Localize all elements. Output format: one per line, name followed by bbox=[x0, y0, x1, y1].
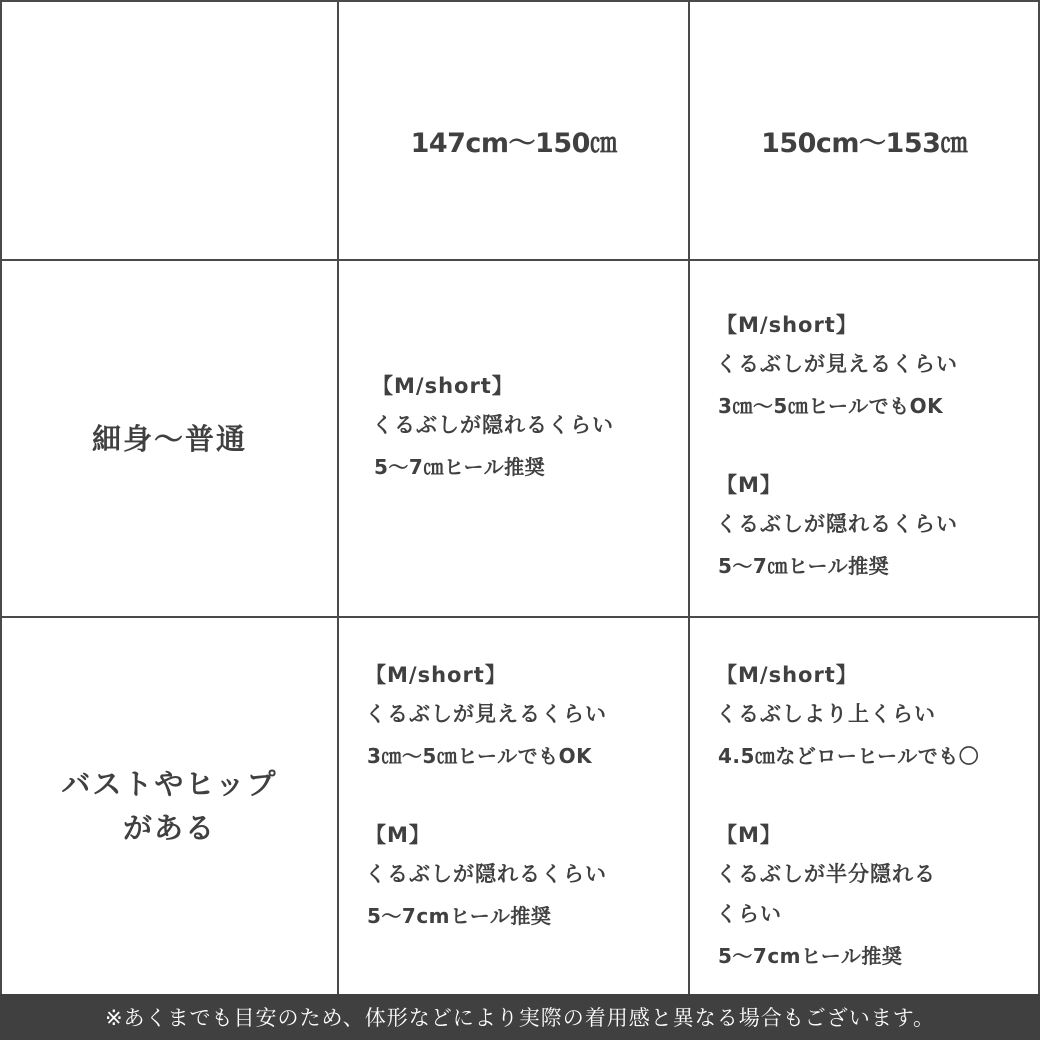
length-description: くるぶしが隠れるくらい bbox=[365, 862, 607, 886]
heel-recommendation: 5〜7cmヒール推奨 bbox=[367, 904, 552, 928]
header-height-147-150 bbox=[339, 2, 688, 259]
heel-recommendation: 5〜7㎝ヒール推奨 bbox=[718, 554, 890, 578]
model-size-label: 【M/short】 bbox=[372, 374, 514, 398]
heel-recommendation: 3㎝〜5㎝ヒールでもOK bbox=[718, 394, 944, 418]
model-size-label: 【M】 bbox=[716, 823, 782, 847]
length-description: くらい bbox=[716, 902, 782, 926]
heel-recommendation: 4.5㎝などローヒールでも〇 bbox=[718, 744, 980, 768]
model-size-label: 【M/short】 bbox=[716, 313, 858, 337]
length-description: くるぶしが隠れるくらい bbox=[372, 413, 614, 437]
row-label-line: がある bbox=[122, 811, 216, 845]
row-label-bust-hip bbox=[2, 618, 337, 994]
header-corner-cell bbox=[2, 2, 337, 259]
length-description: くるぶしが半分隠れる bbox=[716, 862, 936, 886]
header-height-150-153 bbox=[690, 2, 1038, 259]
length-description: くるぶしより上くらい bbox=[716, 702, 936, 726]
disclaimer-text: ※あくまでも目安のため、体形などにより実際の着用感と異なる場合もございます。 bbox=[104, 1006, 936, 1030]
model-size-label: 【M/short】 bbox=[365, 663, 507, 687]
row-label-line: 細身〜普通 bbox=[91, 421, 247, 456]
length-description: くるぶしが隠れるくらい bbox=[716, 512, 958, 536]
row-label-line: バストやヒップ bbox=[61, 767, 278, 801]
heel-recommendation: 3㎝〜5㎝ヒールでもOK bbox=[367, 744, 593, 768]
model-size-label: 【M】 bbox=[365, 823, 431, 847]
table-cell-r1-c2 bbox=[690, 261, 1038, 616]
table-cell-r1-c1 bbox=[339, 261, 688, 616]
row-label-slim-normal bbox=[2, 261, 337, 616]
heel-recommendation: 5〜7㎝ヒール推奨 bbox=[374, 455, 546, 479]
table-cell-r2-c1 bbox=[339, 618, 688, 994]
column-header: 150cm〜153㎝ bbox=[761, 128, 967, 159]
heel-recommendation: 5〜7cmヒール推奨 bbox=[718, 944, 903, 968]
column-header: 147cm〜150㎝ bbox=[410, 128, 617, 159]
length-description: くるぶしが見えるくらい bbox=[716, 352, 958, 376]
table-cell-r2-c2 bbox=[690, 618, 1038, 994]
disclaimer-footer bbox=[0, 994, 1040, 1040]
length-description: くるぶしが見えるくらい bbox=[365, 702, 607, 726]
model-size-label: 【M/short】 bbox=[716, 663, 858, 687]
model-size-label: 【M】 bbox=[716, 473, 782, 497]
